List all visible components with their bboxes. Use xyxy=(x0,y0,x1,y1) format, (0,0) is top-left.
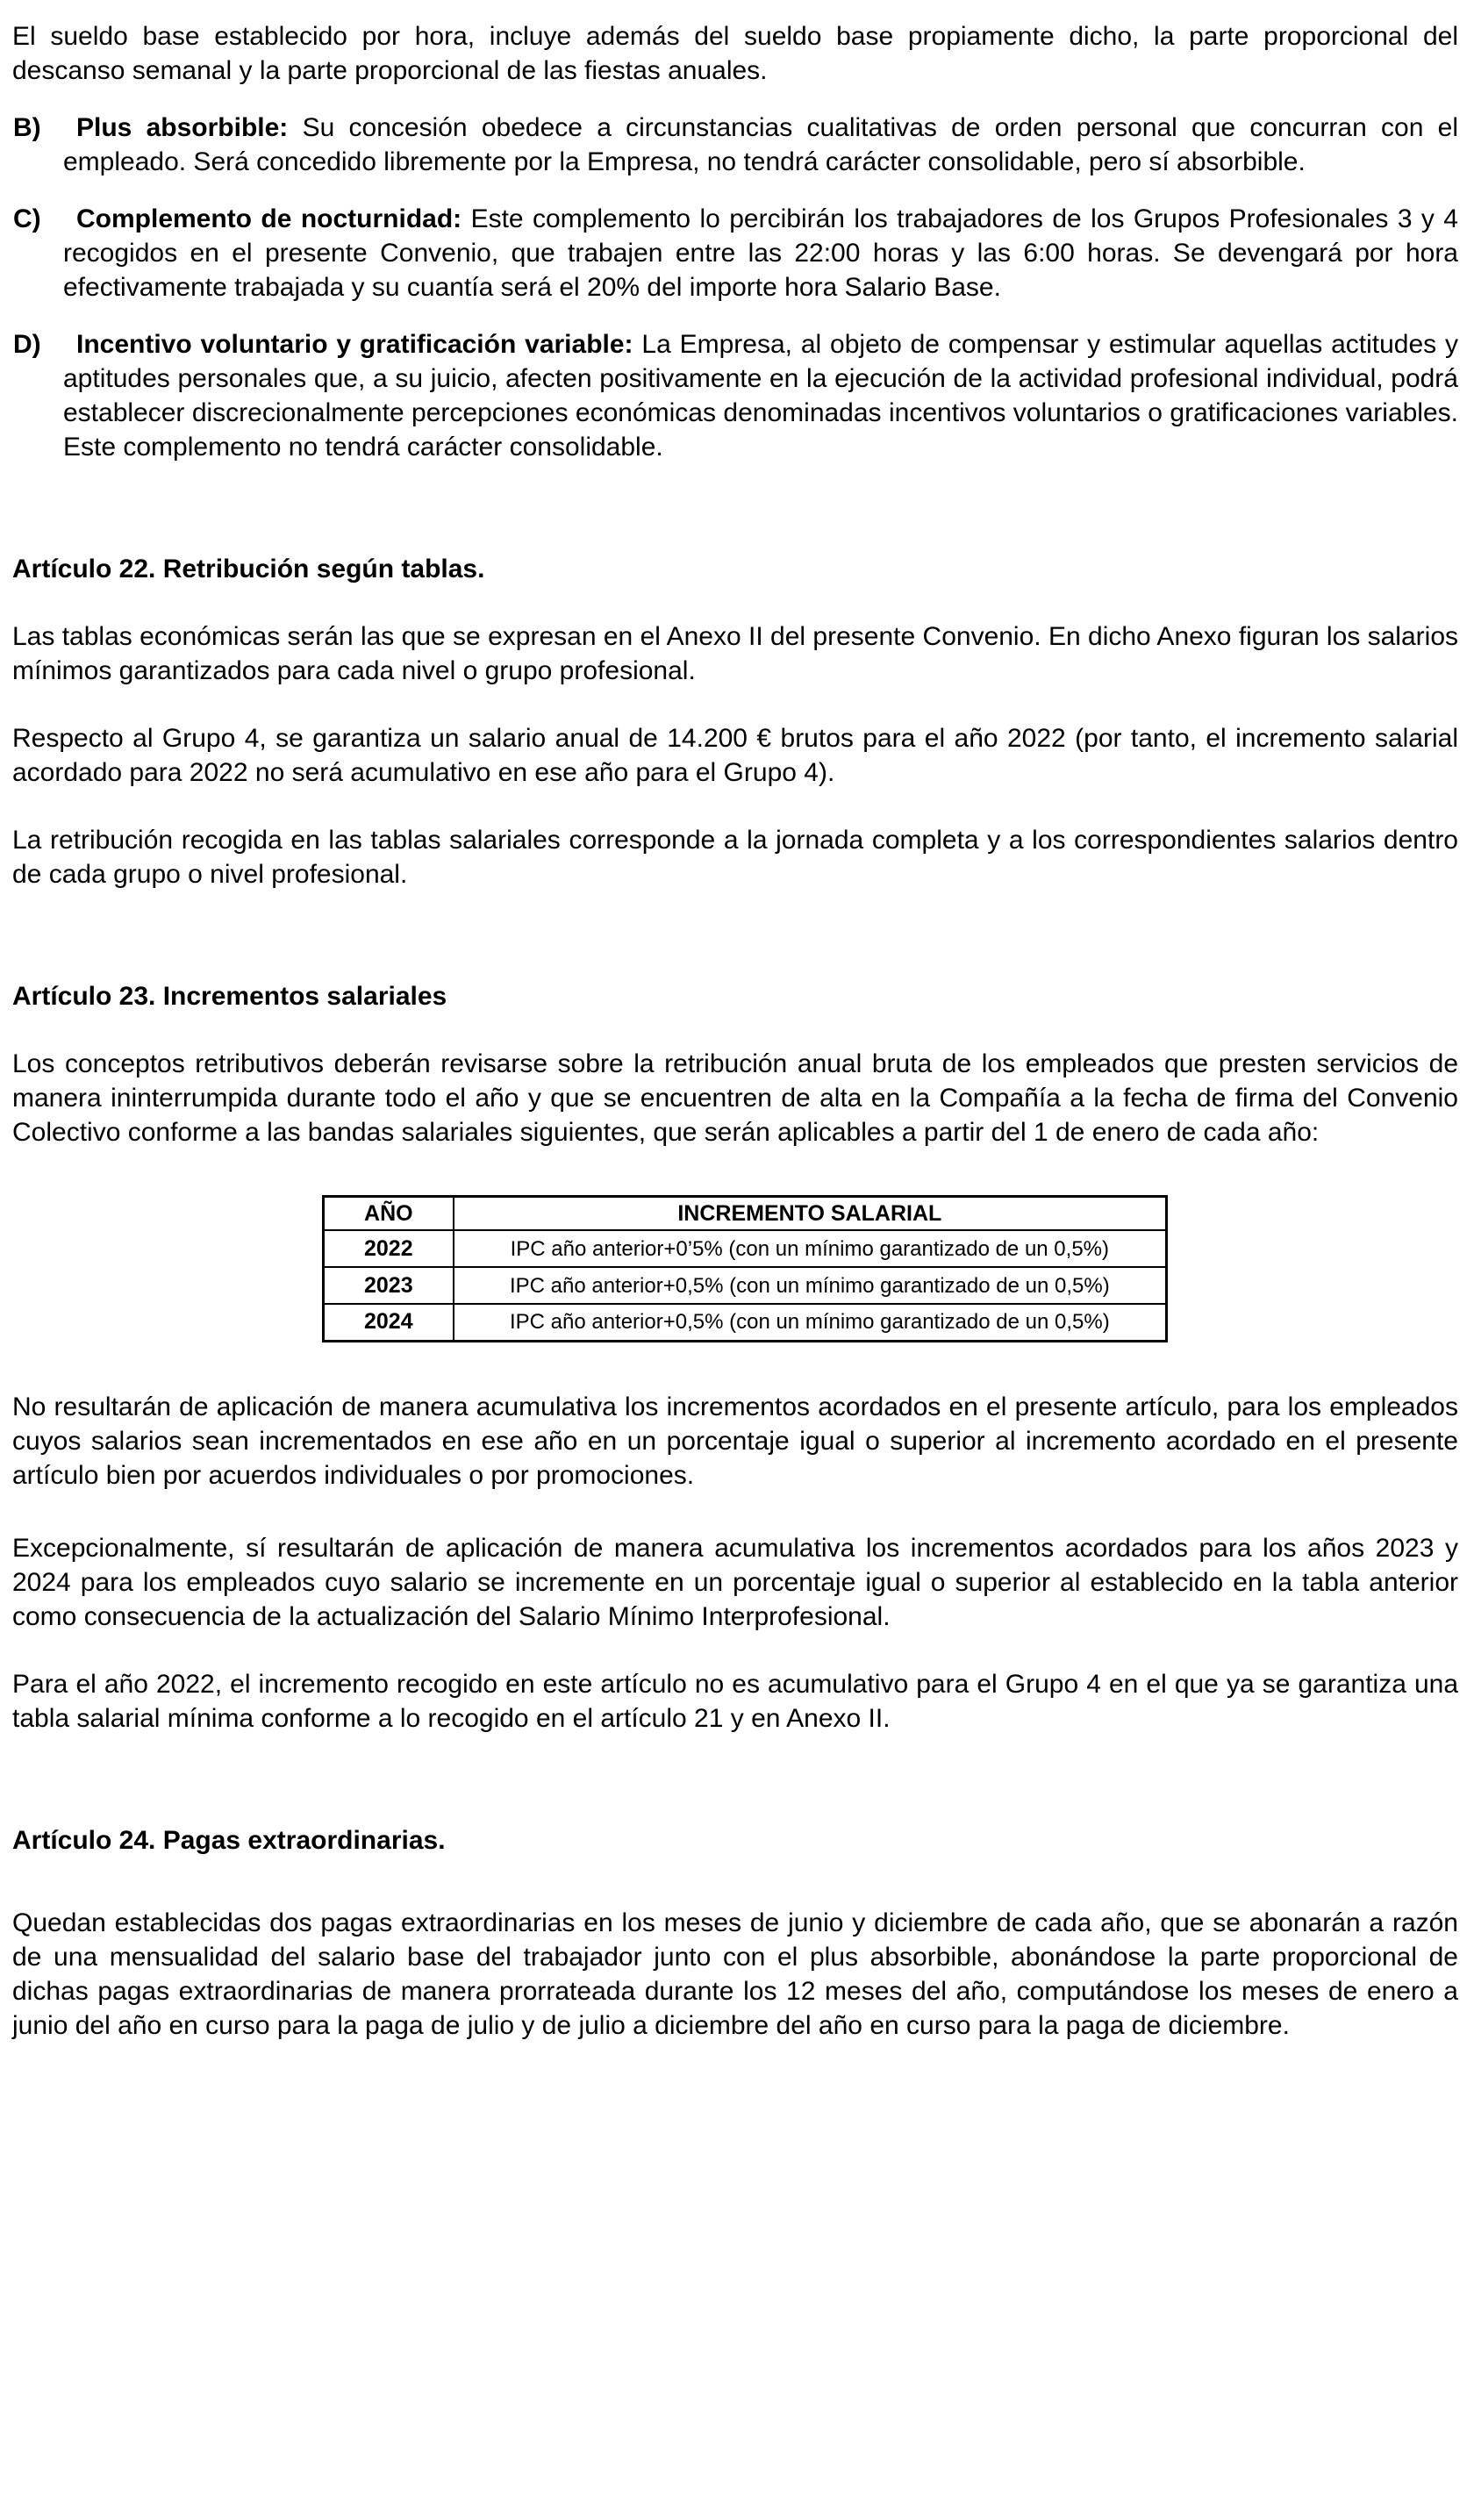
table-cell-year-2023: 2023 xyxy=(324,1267,454,1304)
article-24-paragraph-1: Quedan establecidas dos pagas extraordinarias en los meses de junio y diciembre de cada año, que se abonarán a razón de una mensualidad del salario base del trabajador junto con el plus absorbible, abonándose la parte proporcional de dichas pagas extraordinarias de manera prorrateada durante los 12 meses del año, computándose los meses de enero a junio del año en curso para la paga de julio y de julio a diciembre del año en curso para la paga de diciembre. xyxy=(12,1908,1458,2040)
list-item-b-title: Plus absorbible: xyxy=(76,113,289,142)
salary-increase-table-wrapper xyxy=(322,1195,1458,1342)
table-header-year: AÑO xyxy=(324,1197,454,1231)
article-22-paragraph-2: Respecto al Grupo 4, se garantiza un salario anual de 14.200 € brutos para el año 2022 (por tanto, el incremento salarial acordado para 2022 no será acumulativo en ese año para el Grupo 4). xyxy=(12,724,1458,787)
table-cell-year-2024: 2024 xyxy=(324,1304,454,1341)
table-header-row xyxy=(324,1197,1167,1231)
list-item-c-label: C) xyxy=(13,204,41,233)
list-item-d-text: La Empresa, al objeto de compensar y estimular aquellas actitudes y aptitudes personales que, a su juicio, afecten positivamente en la ejecución de la actividad profesional individual, podrá establecer discrecionalmente percepciones económicas denominadas incentivos voluntarios o gratificaciones variables. Este complemento no tendrá carácter consolidable. xyxy=(63,330,1459,462)
article-24-heading: Artículo 24. Pagas extraordinarias. xyxy=(12,1825,446,1855)
article-22-paragraph-3: La retribución recogida en las tablas salariales corresponde a la jornada completa y a los correspondientes salarios dentro de cada grupo o nivel profesional. xyxy=(12,826,1458,889)
table-cell-increment-2024: IPC año anterior+0,5% (con un mínimo garantizado de un 0,5%) xyxy=(454,1304,1167,1341)
table-row-2022 xyxy=(324,1230,1167,1267)
list-item-b-text: Su concesión obedece a circunstancias cualitativas de orden personal que concurran con el empleado. Será concedido libremente por la Empresa, no tendrá carácter consolidable, pero sí absorbible. xyxy=(63,113,1458,176)
list-item-d xyxy=(12,327,1458,464)
salary-increase-table xyxy=(322,1195,1168,1342)
table-row-2024 xyxy=(324,1304,1167,1341)
intro-paragraph: El sueldo base establecido por hora, incluye además del sueldo base propiamente dicho, la parte proporcional del descanso semanal y la parte proporcional de las fiestas anuales. xyxy=(12,22,1458,85)
list-item-d-label: D) xyxy=(13,330,41,359)
list-item-c-text: Este complemento lo percibirán los trabajadores de los Grupos Profesionales 3 y 4 recogidos en el presente Convenio, que trabajen entre las 22:00 horas y las 6:00 horas. Se devengará por hora efectivamente trabajada y su cuantía será el 20% del importe hora Salario Base. xyxy=(63,204,1458,302)
table-header-increment: INCREMENTO SALARIAL xyxy=(454,1197,1167,1231)
table-cell-increment-2023: IPC año anterior+0,5% (con un mínimo garantizado de un 0,5%) xyxy=(454,1267,1167,1304)
article-23-paragraph-3: Para el año 2022, el incremento recogido en este artículo no es acumulativo para el Grupo 4 en el que ya se garantiza una tabla salarial mínima conforme a lo recogido en el artículo 21 y en Anexo II. xyxy=(12,1669,1458,1733)
article-23-paragraph-1: No resultarán de aplicación de manera acumulativa los incrementos acordados en el presente artículo, para los empleados cuyos salarios sean incrementados en ese año en un porcentaje igual o superior al incremento acordado en el presente artículo bien por acuerdos individuales o por promociones. xyxy=(12,1392,1458,1490)
list-item-c xyxy=(12,202,1458,304)
list-item-b-label: B) xyxy=(13,113,41,142)
article-22-paragraph-1: Las tablas económicas serán las que se expresan en el Anexo II del presente Convenio. En dicho Anexo figuran los salarios mínimos garantizados para cada nivel o grupo profesional. xyxy=(12,622,1458,685)
list-item-b xyxy=(12,111,1458,179)
article-23-intro-paragraph: Los conceptos retributivos deberán revisarse sobre la retribución anual bruta de los empleados que presten servicios de manera ininterrumpida durante todo el año y que se encuentren de alta en la Compañía a la fecha de firma del Convenio Colectivo conforme a las bandas salariales siguientes, que serán aplicables a partir del 1 de enero de cada año: xyxy=(12,1049,1458,1147)
article-22-heading: Artículo 22. Retribución según tablas. xyxy=(12,555,485,583)
table-row-2023 xyxy=(324,1267,1167,1304)
article-23-heading: Artículo 23. Incrementos salariales xyxy=(12,982,447,1011)
list-item-c-title: Complemento de nocturnidad: xyxy=(76,204,462,233)
table-cell-increment-2022: IPC año anterior+0’5% (con un mínimo garantizado de un 0,5%) xyxy=(454,1230,1167,1267)
list-item-d-title: Incentivo voluntario y gratificación variable: xyxy=(76,330,633,359)
article-23-paragraph-2: Excepcionalmente, sí resultarán de aplicación de manera acumulativa los incrementos acordados para los años 2023 y 2024 para los empleados cuyo salario se incremente en un porcentaje igual o superior al establecido en la tabla anterior como consecuencia de la actualización del Salario Mínimo Interprofesional. xyxy=(12,1533,1458,1631)
table-cell-year-2022: 2022 xyxy=(324,1230,454,1267)
